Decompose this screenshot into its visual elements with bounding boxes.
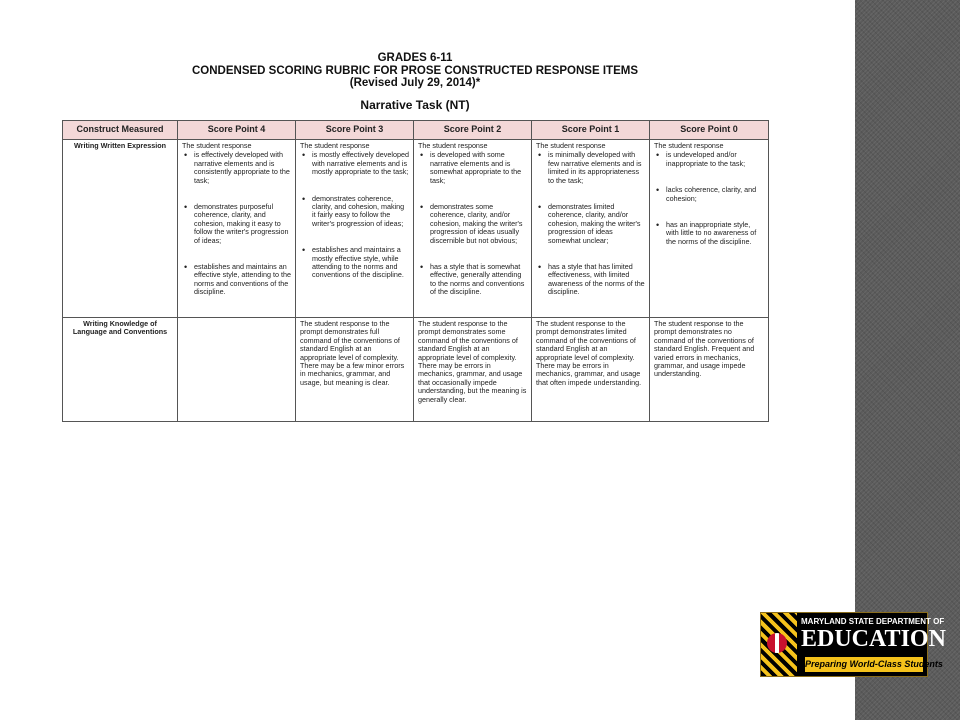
msde-logo bbox=[760, 612, 946, 677]
column-header-score-4: Score Point 4 bbox=[178, 121, 296, 140]
column-header-score-2: Score Point 2 bbox=[414, 121, 532, 140]
table-row bbox=[63, 140, 769, 318]
cell-score-4-conventions bbox=[178, 318, 296, 422]
criteria-list bbox=[654, 151, 764, 246]
cell-intro: The student response bbox=[536, 141, 606, 150]
maryland-flag-icon bbox=[761, 613, 797, 676]
criteria-list bbox=[536, 151, 645, 296]
rubric-table bbox=[62, 120, 769, 422]
grades-title: GRADES 6-11 bbox=[377, 52, 453, 64]
revision-date: (Revised July 29, 2014)* bbox=[349, 77, 481, 89]
cell-score-0-conventions: The student response to the prompt demonstrates no command of the conventions of standard English. Frequent and varied errors in mechanics, grammar, and usage impede understanding. bbox=[650, 318, 769, 422]
column-header-score-0: Score Point 0 bbox=[650, 121, 769, 140]
criteria-list bbox=[300, 151, 409, 279]
criterion-item: • has a style that is somewhat effective, generally attending to the norms and conventions of the discipline. bbox=[418, 263, 527, 297]
logo-department-text: MARYLAND STATE DEPARTMENT OF bbox=[801, 617, 945, 626]
criterion-item: • establishes and maintains a mostly effective style, while attending to the norms and conventions of the discipline. bbox=[300, 246, 409, 280]
column-header-construct: Construct Measured bbox=[63, 121, 178, 140]
cell-intro: The student response bbox=[182, 141, 252, 150]
column-header-score-1: Score Point 1 bbox=[532, 121, 650, 140]
cell-score-2-conventions: The student response to the prompt demonstrates some command of the conventions of standard English at an appropriate level of complexity. There may be errors in mechanics, grammar, and usage that occasionally impede understanding, but the meaning is generally clear. bbox=[414, 318, 532, 422]
criteria-list bbox=[182, 151, 291, 296]
criterion-item: • establishes and maintains an effective style, attending to the norms and conventions of the discipline. bbox=[182, 263, 291, 297]
cell-score-1-conventions: The student response to the prompt demonstrates limited command of the conventions of standard English at an appropriate level of complexity. There may be errors in mechanics, grammar, and usage that often impede understanding. bbox=[532, 318, 650, 422]
construct-written-expression: Writing Written Expression bbox=[63, 140, 178, 318]
criterion-item: • demonstrates coherence, clarity, and cohesion, making it fairly easy to follow the writer's progression of ideas; bbox=[300, 195, 409, 229]
logo-tagline: Preparing World-Class Students bbox=[805, 657, 923, 672]
task-title: Narrative Task (NT) bbox=[360, 97, 470, 112]
document-header bbox=[62, 52, 768, 111]
criterion-item: • lacks coherence, clarity, and cohesion; bbox=[654, 186, 764, 203]
column-header-score-3: Score Point 3 bbox=[296, 121, 414, 140]
criterion-item: • is mostly effectively developed with narrative elements and is mostly appropriate to the task; bbox=[300, 151, 409, 176]
logo-education-text: EDUCATION bbox=[801, 626, 946, 652]
criterion-item: • demonstrates purposeful coherence, clarity, and cohesion, making it easy to follow the writer's progression of ideas; bbox=[182, 203, 291, 245]
criterion-item: • demonstrates limited coherence, clarity, and/or cohesion, making the writer's progression of ideas somewhat unclear; bbox=[536, 203, 645, 245]
criterion-item: • is minimally developed with few narrative elements and is limited in its appropriateness to the task; bbox=[536, 151, 645, 185]
cell-score-1-written-expression bbox=[532, 140, 650, 318]
criteria-list bbox=[418, 151, 527, 296]
cell-score-4-written-expression bbox=[178, 140, 296, 318]
table-header-row bbox=[63, 121, 769, 140]
cell-intro: The student response bbox=[418, 141, 488, 150]
criterion-item: • demonstrates some coherence, clarity, and/or cohesion, making the writer's progression of ideas usually discernible but not obvious; bbox=[418, 203, 527, 245]
table-row bbox=[63, 318, 769, 422]
criterion-item: • is effectively developed with narrative elements and is consistently appropriate to the task; bbox=[182, 151, 291, 185]
criterion-item: • has a style that has limited effectiveness, with limited awareness of the norms of the discipline. bbox=[536, 263, 645, 297]
logo-panel bbox=[797, 613, 946, 676]
cell-score-0-written-expression bbox=[650, 140, 769, 318]
criterion-item: • is undeveloped and/or inappropriate to the task; bbox=[654, 151, 764, 168]
cell-score-2-written-expression bbox=[414, 140, 532, 318]
construct-language-conventions: Writing Knowledge of Language and Conventions bbox=[63, 318, 178, 422]
cell-score-3-written-expression bbox=[296, 140, 414, 318]
criterion-item: • is developed with some narrative elements and is somewhat appropriate to the task; bbox=[418, 151, 527, 185]
cell-intro: The student response bbox=[300, 141, 370, 150]
cell-score-3-conventions: The student response to the prompt demonstrates full command of the conventions of standard English at an appropriate level of complexity. There may be a few minor errors in mechanics, grammar, and usage, but meaning is clear. bbox=[296, 318, 414, 422]
cell-intro: The student response bbox=[654, 141, 724, 150]
rubric-title: CONDENSED SCORING RUBRIC FOR PROSE CONSTRUCTED RESPONSE ITEMS bbox=[192, 64, 638, 77]
criterion-item: • has an inappropriate style, with little to no awareness of the norms of the discipline. bbox=[654, 221, 764, 246]
